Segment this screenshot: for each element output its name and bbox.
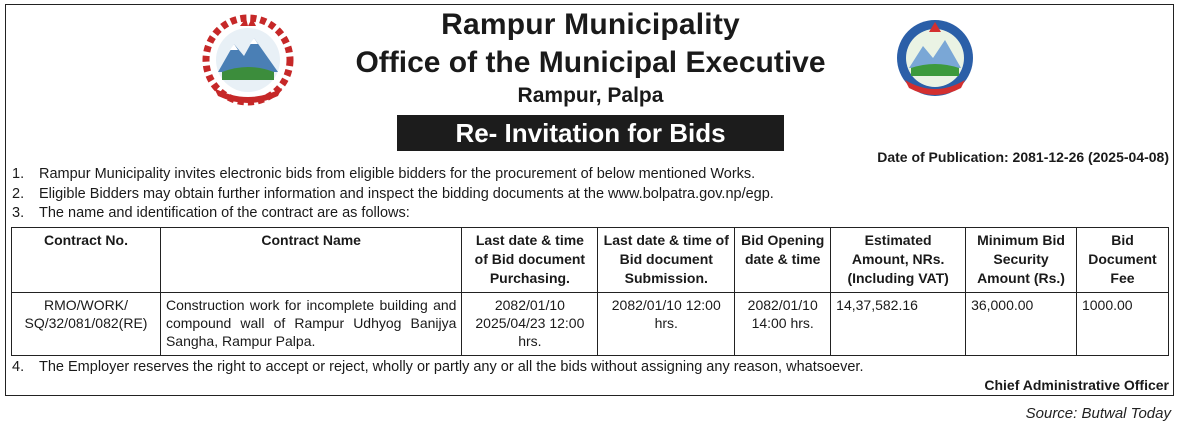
column-header: Last date & time of Bid document Purchasing. [462,228,598,293]
submission-deadline-cell: 2082/01/10 12:00 hrs. [598,293,735,356]
column-header: Bid Document Fee [1076,228,1168,293]
paragraph-4 [12,359,864,375]
column-header: Bid Opening date & time [735,228,831,293]
paragraph-text: Rampur Municipality invites electronic bids from eligible bidders for the procurement of below mentioned Works. [39,166,756,182]
office-title: Office of the Municipal Executive [355,46,826,79]
column-header: Estimated Amount, NRs. (Including VAT) [831,228,966,293]
paragraph-1 [12,166,755,182]
column-header: Contract No. [12,228,161,293]
table-header-row [12,228,1169,293]
column-header: Minimum Bid Security Amount (Rs.) [966,228,1077,293]
contract-no-cell: RMO/WORK/ SQ/32/081/082(RE) [12,293,161,356]
column-header: Last date & time of Bid document Submission. [598,228,735,293]
paragraph-number: 4. [12,359,25,375]
source-credit: Source: Butwal Today [1025,405,1171,422]
paragraph-text: The name and identification of the contract are as follows: [39,205,410,221]
opening-date-cell: 2082/01/10 14:00 hrs. [735,293,831,356]
paragraph-text: The Employer reserves the right to accept or reject, wholly or partly any or all the bids without assigning any reason, whatsoever. [39,359,864,375]
location-title: Rampur, Palpa [517,84,664,107]
bid-security-cell: 36,000.00 [966,293,1077,356]
paragraph-number: 3. [12,205,25,221]
signatory: Chief Administrative Officer [984,377,1169,393]
column-header: Contract Name [160,228,461,293]
contracts-table [11,227,1169,356]
paragraph-number: 2. [12,186,25,202]
paragraph-3 [12,205,410,221]
paragraph-2 [12,186,774,202]
purchase-deadline-cell: 2082/01/10 2025/04/23 12:00 hrs. [462,293,598,356]
org-title: Rampur Municipality [441,8,740,41]
paragraph-number: 1. [12,166,25,182]
notice-banner: Re- Invitation for Bids [397,115,784,151]
document-fee-cell: 1000.00 [1076,293,1168,356]
table-row [12,293,1169,356]
publication-date: Date of Publication: 2081-12-26 (2025-04-08) [877,149,1169,165]
estimated-amount-cell: 14,37,582.16 [831,293,966,356]
paragraph-text: Eligible Bidders may obtain further information and inspect the bidding documents at the www.bolpatra.gov.np/egp. [39,186,774,202]
contract-name-cell: Construction work for incomplete building and compound wall of Rampur Udhyog Banijya Sangha, Rampur Palpa. [160,293,461,356]
